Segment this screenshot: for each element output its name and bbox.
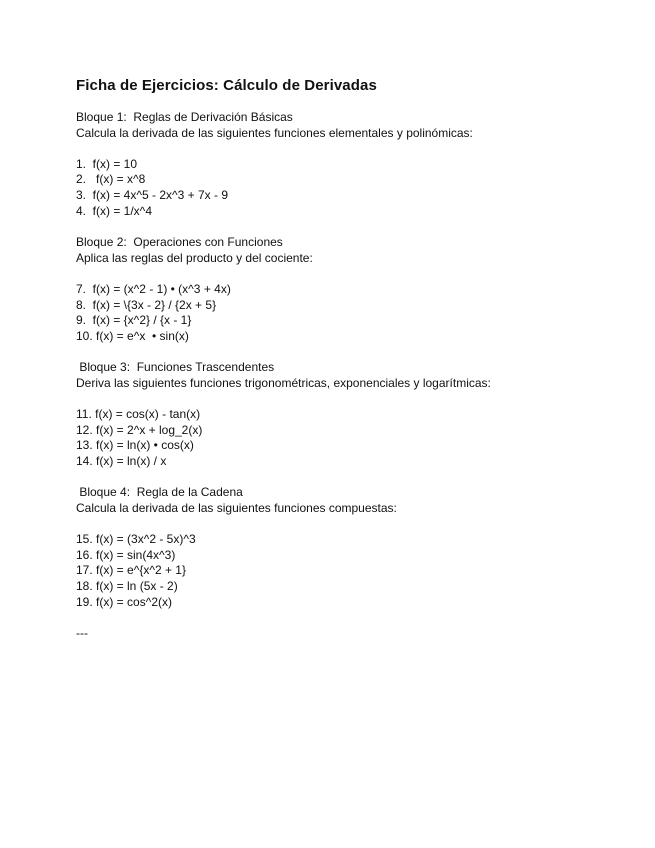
exercise-item: 3. f(x) = 4x^5 - 2x^3 + 7x - 9 bbox=[76, 187, 228, 202]
document-title: Ficha de Ejercicios: Cálculo de Derivadas bbox=[76, 77, 377, 94]
exercise-item: 17. f(x) = e^{x^2 + 1} bbox=[76, 563, 186, 578]
exercise-list bbox=[76, 407, 596, 469]
exercise-item: 13. f(x) = ln(x) • cos(x) bbox=[76, 438, 194, 453]
exercise-list bbox=[76, 157, 596, 219]
document-content bbox=[76, 76, 596, 642]
exercise-item: 9. f(x) = {x^2} / {x - 1} bbox=[76, 313, 192, 328]
block-intro: Aplica las reglas del producto y del cociente: bbox=[76, 250, 313, 265]
exercise-item: 16. f(x) = sin(4x^3) bbox=[76, 547, 176, 562]
exercise-item: 15. f(x) = (3x^2 - 5x)^3 bbox=[76, 532, 196, 547]
exercise-item: 19. f(x) = cos^2(x) bbox=[76, 594, 172, 609]
exercise-item: 2. f(x) = x^8 bbox=[76, 172, 146, 187]
exercise-item: 12. f(x) = 2^x + log_2(x) bbox=[76, 422, 203, 437]
block-intro: Deriva las siguientes funciones trigonométricas, exponenciales y logarítmicas: bbox=[76, 375, 491, 390]
block-1 bbox=[76, 110, 596, 219]
exercise-item: 10. f(x) = e^x • sin(x) bbox=[76, 328, 189, 343]
exercise-item: 8. f(x) = \{3x - 2} / {2x + 5} bbox=[76, 297, 217, 312]
exercise-item: 11. f(x) = cos(x) - tan(x) bbox=[76, 407, 201, 422]
block-heading: Bloque 2: Operaciones con Funciones bbox=[76, 235, 283, 250]
block-2 bbox=[76, 235, 596, 344]
exercise-list bbox=[76, 532, 596, 610]
block-heading: Bloque 1: Reglas de Derivación Básicas bbox=[76, 110, 293, 124]
block-4 bbox=[76, 485, 596, 610]
exercise-list bbox=[76, 282, 596, 344]
exercise-item: 7. f(x) = (x^2 - 1) • (x^3 + 4x) bbox=[76, 281, 231, 296]
exercise-item: 14. f(x) = ln(x) / x bbox=[76, 453, 167, 468]
exercise-item: 18. f(x) = ln (5x - 2) bbox=[76, 579, 178, 594]
exercise-item: 1. f(x) = 10 bbox=[76, 156, 138, 171]
block-3 bbox=[76, 360, 596, 469]
block-intro: Calcula la derivada de las siguientes funciones compuestas: bbox=[76, 501, 397, 516]
block-intro: Calcula la derivada de las siguientes funciones elementales y polinómicas: bbox=[76, 125, 473, 140]
exercise-item: 4. f(x) = 1/x^4 bbox=[76, 203, 152, 218]
block-heading: Bloque 4: Regla de la Cadena bbox=[76, 485, 243, 500]
block-heading: Bloque 3: Funciones Trascendentes bbox=[76, 360, 275, 375]
end-mark: --- bbox=[76, 626, 88, 641]
